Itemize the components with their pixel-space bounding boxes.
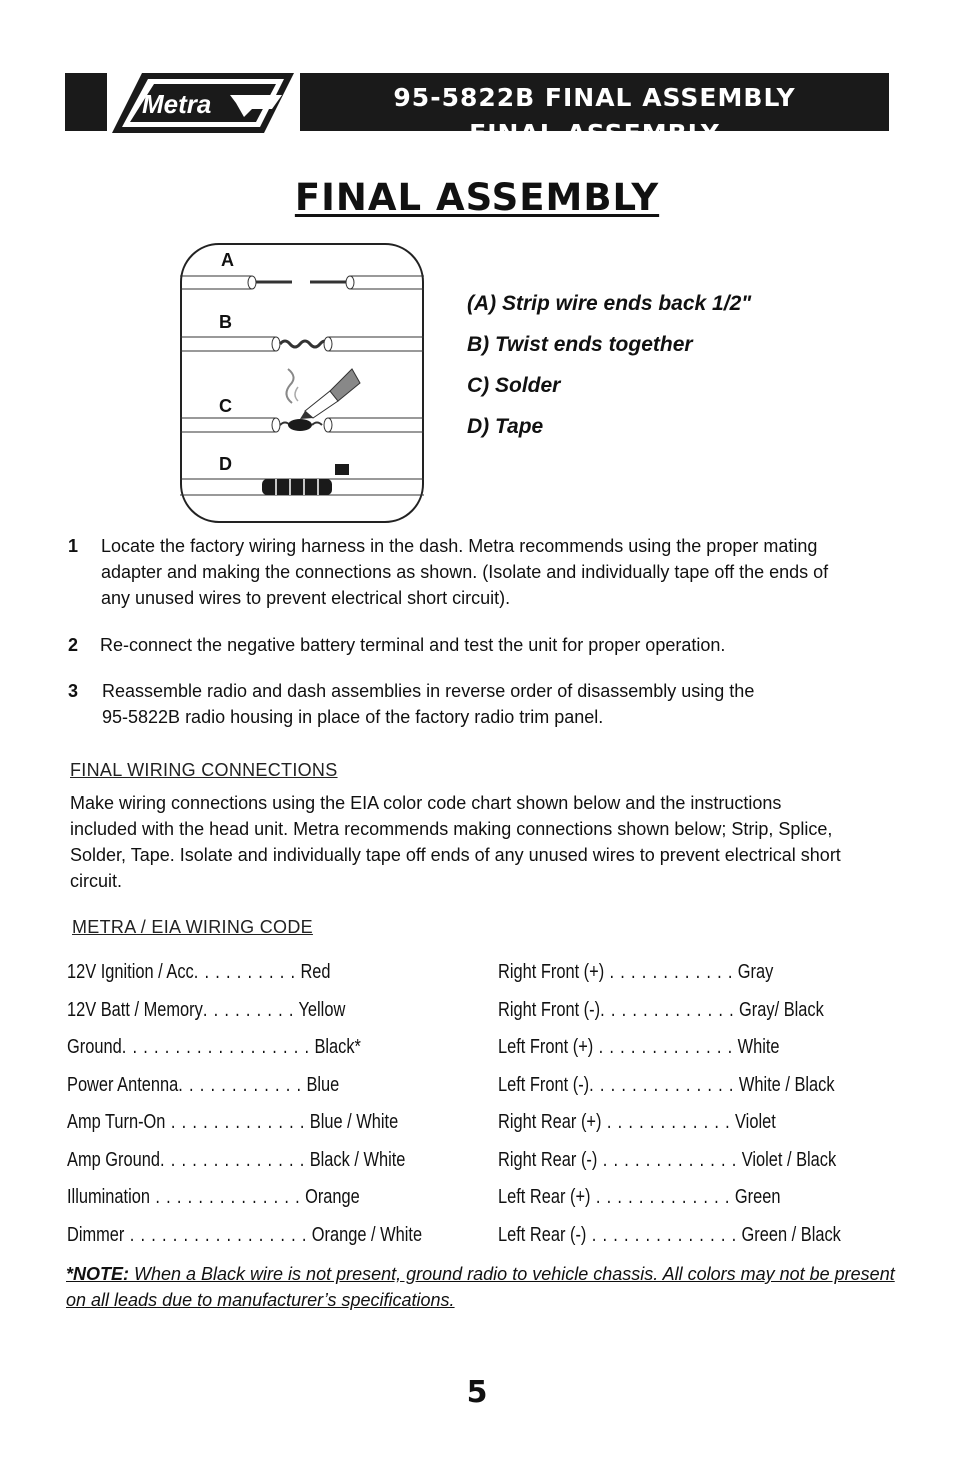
wire-row: 12V Ignition / Acc. . . . . . . . . . Red xyxy=(67,961,331,983)
wire-row: 12V Batt / Memory. . . . . . . . . Yellow xyxy=(67,999,346,1021)
instruction-3: Reassemble radio and dash assemblies in reverse order of disassembly using the 95-5822B radio housing in place of the factory radio trim panel. xyxy=(102,681,755,727)
header-left-block xyxy=(65,73,107,131)
page-number: 5 xyxy=(466,1375,488,1410)
wire-row: Right Front (-). . . . . . . . . . . . . Gray/ Black xyxy=(498,999,824,1021)
metra-logo xyxy=(112,73,294,133)
wire-row: Left Rear (+) . . . . . . . . . . . . . Green xyxy=(498,1186,781,1208)
wire-row: Right Rear (-) . . . . . . . . . . . . . Violet / Black xyxy=(498,1149,837,1171)
wire-row: Amp Turn-On . . . . . . . . . . . . . Blue / White xyxy=(67,1111,399,1133)
header-ghost-text: FINAL ASSEMBLY xyxy=(469,119,720,148)
instruction-2: Re-connect the negative battery terminal and test the unit for proper operation. xyxy=(100,635,726,655)
final-wiring-heading: FINAL WIRING CONNECTIONS xyxy=(70,760,338,780)
wire-splice-diagram xyxy=(180,243,424,523)
diagram-label-a: A xyxy=(221,250,234,270)
wire-row: Illumination . . . . . . . . . . . . . . Orange xyxy=(67,1186,360,1208)
wiring-code-heading: METRA / EIA WIRING CODE xyxy=(72,917,313,937)
instruction-number-2: 2 xyxy=(68,635,79,655)
header-title: 95-5822B FINAL ASSEMBLY xyxy=(393,83,796,112)
instruction-1: Locate the factory wiring harness in the dash. Metra recommends using the proper mating adapter and making the connections as shown. (Isolate and individually tape off the ends of any unused wires to prevent electrical short circuit). xyxy=(101,536,829,608)
wire-row: Left Rear (-) . . . . . . . . . . . . . . Green / Black xyxy=(498,1224,841,1246)
wire-row: Left Front (-). . . . . . . . . . . . . . White / Black xyxy=(498,1074,835,1096)
diagram-label-b: B xyxy=(219,312,232,332)
wire-row: Ground. . . . . . . . . . . . . . . . . . Black* xyxy=(67,1036,361,1058)
diagram-label-d: D xyxy=(219,454,232,474)
wire-row: Left Front (+) . . . . . . . . . . . . . White xyxy=(498,1036,780,1058)
step-a-label: (A) Strip wire ends back 1/2" xyxy=(467,292,752,315)
wire-row: Right Rear (+) . . . . . . . . . . . . Violet xyxy=(498,1111,776,1133)
diagram-label-c: C xyxy=(219,396,232,416)
header-title-bar xyxy=(300,73,889,148)
step-d-label: D) Tape xyxy=(467,415,544,438)
page-title: FINAL ASSEMBLY xyxy=(294,176,660,219)
instruction-number-3: 3 xyxy=(68,681,79,701)
wire-row: Right Front (+) . . . . . . . . . . . . Gray xyxy=(498,961,774,983)
logo-text: Metra xyxy=(142,89,212,119)
wire-row: Dimmer . . . . . . . . . . . . . . . . . Orange / White xyxy=(67,1224,423,1246)
final-wiring-text: Make wiring connections using the EIA color code chart shown below and the instructions included with the head unit. Metra recommends making connections shown below; Strip, Splice, Solder, Tape. Isolate and individually tape off ends of any unused wires to prevent electrical short circuit. xyxy=(70,793,841,891)
step-b-label: B) Twist ends together xyxy=(467,333,693,356)
wire-row: Power Antenna. . . . . . . . . . . . Blue xyxy=(67,1074,340,1096)
wire-row: Amp Ground. . . . . . . . . . . . . . Black / White xyxy=(67,1149,406,1171)
note: *NOTE: When a Black wire is not present, ground radio to vehicle chassis. All colors may not be present on all leads due to manufacturer’s specifications. xyxy=(66,1264,895,1310)
step-c-label: C) Solder xyxy=(467,374,561,397)
instruction-number-1: 1 xyxy=(68,536,79,556)
